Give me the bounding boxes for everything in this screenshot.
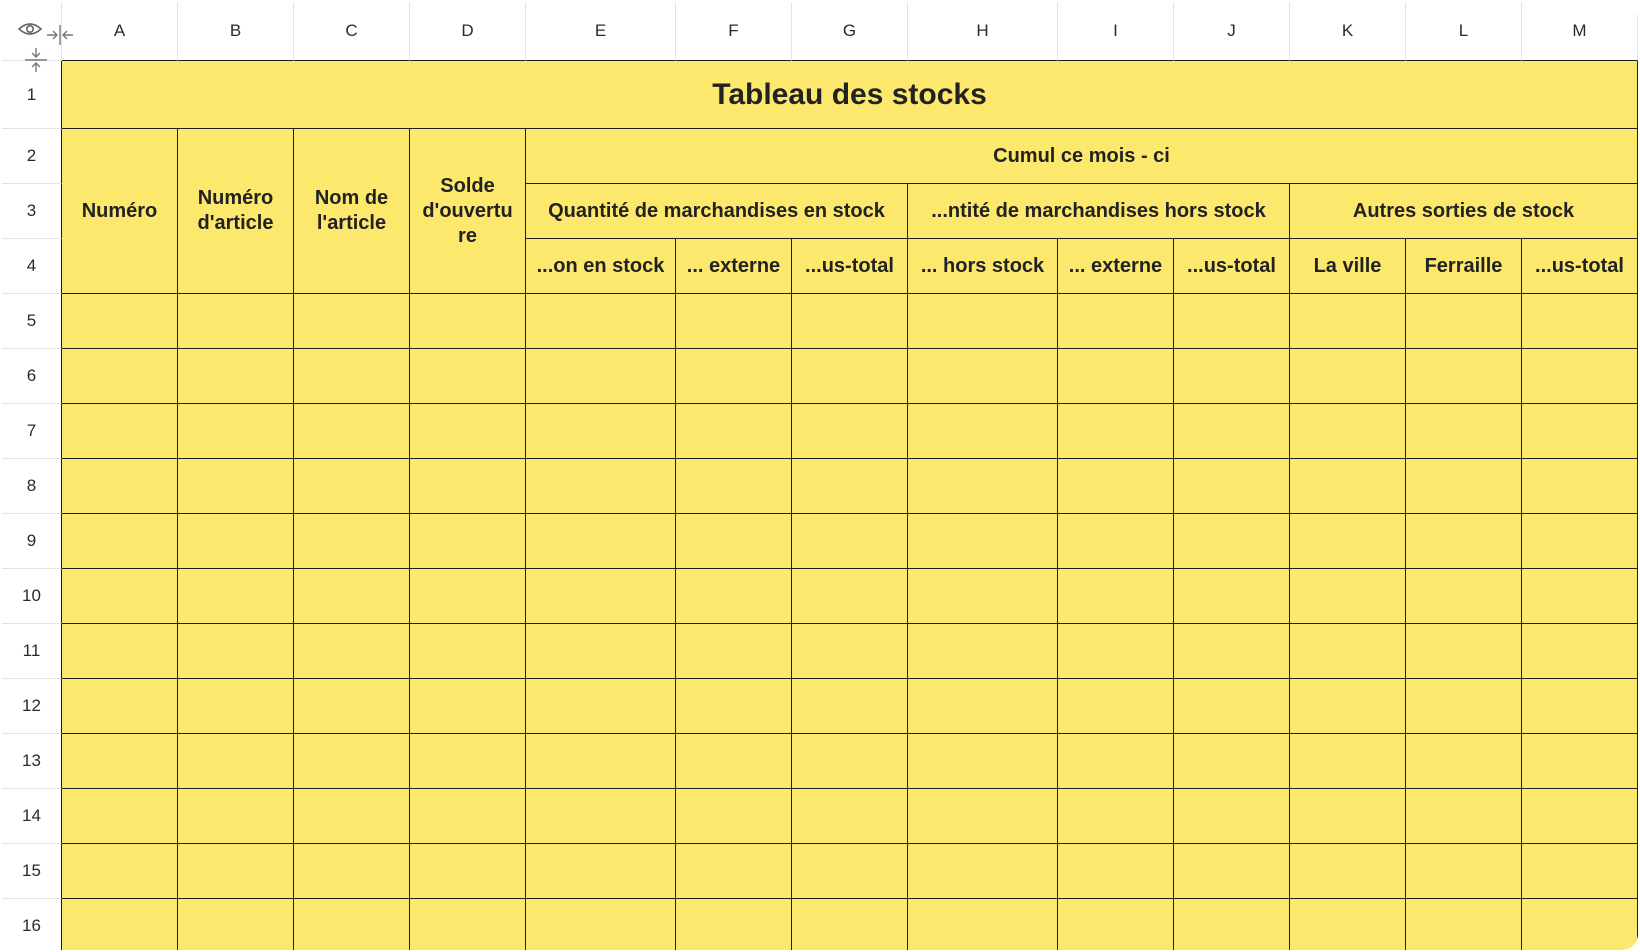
table-cell[interactable]	[676, 459, 792, 514]
row-header-12[interactable]: 12	[2, 679, 62, 734]
row-header-1[interactable]: 1	[2, 61, 62, 129]
column-header-f[interactable]: F	[676, 2, 792, 61]
table-cell[interactable]	[1406, 569, 1522, 624]
table-cell[interactable]	[526, 679, 676, 734]
table-cell[interactable]	[1406, 404, 1522, 459]
table-cell[interactable]	[62, 514, 178, 569]
table-cell[interactable]	[1290, 624, 1406, 679]
table-cell[interactable]	[1174, 349, 1290, 404]
table-cell[interactable]	[908, 679, 1058, 734]
table-cell[interactable]	[178, 899, 294, 950]
table-cell[interactable]	[1174, 844, 1290, 899]
table-cell[interactable]	[1290, 844, 1406, 899]
table-cell[interactable]	[294, 459, 410, 514]
table-cell[interactable]	[792, 569, 908, 624]
table-cell[interactable]	[1290, 459, 1406, 514]
column-header-b[interactable]: B	[178, 2, 294, 61]
header-nom-article[interactable]: Nom de l'article	[294, 129, 410, 294]
table-cell[interactable]	[526, 734, 676, 789]
table-cell[interactable]	[676, 844, 792, 899]
subheader-g[interactable]: ...us-total	[792, 239, 908, 294]
table-cell[interactable]	[676, 569, 792, 624]
table-cell[interactable]	[792, 404, 908, 459]
table-cell[interactable]	[526, 294, 676, 349]
table-cell[interactable]	[1058, 734, 1174, 789]
header-group-en-stock[interactable]: Quantité de marchandises en stock	[526, 184, 908, 239]
subheader-j[interactable]: ...us-total	[1174, 239, 1290, 294]
table-cell[interactable]	[792, 734, 908, 789]
table-cell[interactable]	[908, 514, 1058, 569]
column-header-k[interactable]: K	[1290, 2, 1406, 61]
table-cell[interactable]	[1174, 679, 1290, 734]
table-cell[interactable]	[676, 514, 792, 569]
subheader-e[interactable]: ...on en stock	[526, 239, 676, 294]
table-cell[interactable]	[1522, 624, 1638, 679]
table-cell[interactable]	[792, 899, 908, 950]
table-cell[interactable]	[1174, 899, 1290, 950]
table-cell[interactable]	[410, 844, 526, 899]
table-cell[interactable]	[676, 734, 792, 789]
table-cell[interactable]	[294, 349, 410, 404]
column-header-g[interactable]: G	[792, 2, 908, 61]
table-cell[interactable]	[1406, 514, 1522, 569]
table-cell[interactable]	[908, 624, 1058, 679]
table-cell[interactable]	[1290, 404, 1406, 459]
row-header-16[interactable]: 16	[2, 899, 62, 950]
row-header-3[interactable]: 3	[2, 184, 62, 239]
row-header-5[interactable]: 5	[2, 294, 62, 349]
table-cell[interactable]	[62, 734, 178, 789]
table-cell[interactable]	[178, 789, 294, 844]
table-cell[interactable]	[526, 899, 676, 950]
table-cell[interactable]	[526, 844, 676, 899]
table-cell[interactable]	[410, 404, 526, 459]
table-cell[interactable]	[1290, 679, 1406, 734]
table-cell[interactable]	[1058, 899, 1174, 950]
row-header-9[interactable]: 9	[2, 514, 62, 569]
table-cell[interactable]	[676, 624, 792, 679]
collapse-columns-icon[interactable]	[46, 24, 74, 51]
table-cell[interactable]	[526, 789, 676, 844]
table-cell[interactable]	[1522, 514, 1638, 569]
table-cell[interactable]	[526, 404, 676, 459]
table-cell[interactable]	[1406, 789, 1522, 844]
table-cell[interactable]	[1406, 844, 1522, 899]
table-cell[interactable]	[410, 459, 526, 514]
table-cell[interactable]	[1058, 789, 1174, 844]
spreadsheet-grid	[2, 2, 1638, 950]
table-cell[interactable]	[1522, 459, 1638, 514]
table-cell[interactable]	[410, 899, 526, 950]
table-cell[interactable]	[1290, 899, 1406, 950]
table-cell[interactable]	[294, 404, 410, 459]
table-cell[interactable]	[676, 404, 792, 459]
row-header-8[interactable]: 8	[2, 459, 62, 514]
table-cell[interactable]	[294, 569, 410, 624]
table-cell[interactable]	[1058, 459, 1174, 514]
table-cell[interactable]	[178, 459, 294, 514]
table-cell[interactable]	[1058, 294, 1174, 349]
column-header-l[interactable]: L	[1406, 2, 1522, 61]
table-cell[interactable]	[294, 789, 410, 844]
table-cell[interactable]	[1290, 514, 1406, 569]
subheader-i[interactable]: ... externe	[1058, 239, 1174, 294]
column-header-c[interactable]: C	[294, 2, 410, 61]
table-title[interactable]: Tableau des stocks	[62, 61, 1638, 129]
table-cell[interactable]	[1058, 514, 1174, 569]
table-cell[interactable]	[1058, 404, 1174, 459]
table-cell[interactable]	[526, 569, 676, 624]
table-cell[interactable]	[410, 679, 526, 734]
table-cell[interactable]	[1290, 349, 1406, 404]
subheader-h[interactable]: ... hors stock	[908, 239, 1058, 294]
table-cell[interactable]	[1406, 679, 1522, 734]
table-cell[interactable]	[1406, 459, 1522, 514]
table-cell[interactable]	[1522, 294, 1638, 349]
table-cell[interactable]	[676, 294, 792, 349]
table-cell[interactable]	[1290, 734, 1406, 789]
table-cell[interactable]	[62, 404, 178, 459]
row-header-2[interactable]: 2	[2, 129, 62, 184]
table-cell[interactable]	[908, 734, 1058, 789]
table-cell[interactable]	[676, 789, 792, 844]
table-cell[interactable]	[1290, 294, 1406, 349]
table-cell[interactable]	[178, 844, 294, 899]
table-cell[interactable]	[410, 624, 526, 679]
table-cell[interactable]	[410, 294, 526, 349]
table-cell[interactable]	[178, 404, 294, 459]
table-cell[interactable]	[792, 349, 908, 404]
header-cumul[interactable]: Cumul ce mois - ci	[526, 129, 1638, 184]
table-cell[interactable]	[294, 514, 410, 569]
table-cell[interactable]	[1406, 294, 1522, 349]
table-cell[interactable]	[62, 789, 178, 844]
table-cell[interactable]	[1290, 789, 1406, 844]
table-cell[interactable]	[526, 514, 676, 569]
table-cell[interactable]	[1174, 294, 1290, 349]
table-cell[interactable]	[1522, 899, 1638, 950]
table-cell[interactable]	[526, 349, 676, 404]
table-cell[interactable]	[62, 679, 178, 734]
table-cell[interactable]	[294, 899, 410, 950]
subheader-l[interactable]: Ferraille	[1406, 239, 1522, 294]
table-cell[interactable]	[1174, 514, 1290, 569]
table-cell[interactable]	[1058, 679, 1174, 734]
row-header-11[interactable]: 11	[2, 624, 62, 679]
table-cell[interactable]	[1406, 624, 1522, 679]
spreadsheet-sheet	[2, 2, 1638, 950]
table-cell[interactable]	[294, 844, 410, 899]
table-cell[interactable]	[792, 789, 908, 844]
table-cell[interactable]	[1174, 789, 1290, 844]
row-header-7[interactable]: 7	[2, 404, 62, 459]
table-cell[interactable]	[1174, 734, 1290, 789]
table-cell[interactable]	[62, 569, 178, 624]
table-cell[interactable]	[1522, 404, 1638, 459]
table-cell[interactable]	[1058, 624, 1174, 679]
table-cell[interactable]	[1522, 569, 1638, 624]
column-header-d[interactable]: D	[410, 2, 526, 61]
table-cell[interactable]	[62, 349, 178, 404]
table-cell[interactable]	[908, 404, 1058, 459]
column-header-a[interactable]: A	[62, 2, 178, 61]
row-header-6[interactable]: 6	[2, 349, 62, 404]
table-cell[interactable]	[1058, 569, 1174, 624]
table-cell[interactable]	[294, 734, 410, 789]
table-cell[interactable]	[410, 734, 526, 789]
table-cell[interactable]	[294, 679, 410, 734]
table-cell[interactable]	[62, 459, 178, 514]
table-cell[interactable]	[410, 514, 526, 569]
table-cell[interactable]	[410, 789, 526, 844]
table-cell[interactable]	[410, 569, 526, 624]
table-cell[interactable]	[178, 624, 294, 679]
table-cell[interactable]	[792, 844, 908, 899]
table-cell[interactable]	[792, 679, 908, 734]
table-cell[interactable]	[792, 294, 908, 349]
table-cell[interactable]	[294, 624, 410, 679]
table-cell[interactable]	[1174, 569, 1290, 624]
table-cell[interactable]	[62, 899, 178, 950]
header-numero[interactable]: Numéro	[62, 129, 178, 294]
table-cell[interactable]	[1174, 624, 1290, 679]
table-cell[interactable]	[908, 899, 1058, 950]
table-cell[interactable]	[1174, 404, 1290, 459]
row-header-10[interactable]: 10	[2, 569, 62, 624]
table-cell[interactable]	[908, 294, 1058, 349]
table-cell[interactable]	[178, 349, 294, 404]
row-header-13[interactable]: 13	[2, 734, 62, 789]
table-cell[interactable]	[1522, 349, 1638, 404]
subheader-k[interactable]: La ville	[1290, 239, 1406, 294]
table-cell[interactable]	[908, 569, 1058, 624]
table-cell[interactable]	[294, 294, 410, 349]
table-cell[interactable]	[178, 734, 294, 789]
column-header-e[interactable]: E	[526, 2, 676, 61]
table-cell[interactable]	[908, 844, 1058, 899]
row-header-4[interactable]: 4	[2, 239, 62, 294]
table-cell[interactable]	[1058, 844, 1174, 899]
table-cell[interactable]	[908, 349, 1058, 404]
column-header-i[interactable]: I	[1058, 2, 1174, 61]
column-header-h[interactable]: H	[908, 2, 1058, 61]
table-cell[interactable]	[792, 514, 908, 569]
table-cell[interactable]	[1406, 349, 1522, 404]
table-cell[interactable]	[1058, 349, 1174, 404]
header-numero-article[interactable]: Numéro d'article	[178, 129, 294, 294]
table-cell[interactable]	[178, 294, 294, 349]
table-cell[interactable]	[178, 514, 294, 569]
table-cell[interactable]	[526, 459, 676, 514]
table-cell[interactable]	[178, 569, 294, 624]
row-header-14[interactable]: 14	[2, 789, 62, 844]
table-cell[interactable]	[908, 789, 1058, 844]
table-cell[interactable]	[792, 624, 908, 679]
table-cell[interactable]	[1522, 844, 1638, 899]
table-cell[interactable]	[1522, 789, 1638, 844]
eye-icon[interactable]	[18, 21, 42, 42]
table-cell[interactable]	[676, 679, 792, 734]
table-cell[interactable]	[1522, 679, 1638, 734]
table-cell[interactable]	[62, 844, 178, 899]
table-cell[interactable]	[410, 349, 526, 404]
table-cell[interactable]	[62, 624, 178, 679]
grid-corner	[2, 2, 62, 61]
table-cell[interactable]	[792, 459, 908, 514]
column-header-m[interactable]: M	[1522, 2, 1638, 61]
table-cell[interactable]	[1406, 899, 1522, 950]
table-cell[interactable]	[178, 679, 294, 734]
collapse-rows-icon[interactable]	[24, 47, 48, 78]
row-header-15[interactable]: 15	[2, 844, 62, 899]
subheader-m[interactable]: ...us-total	[1522, 239, 1638, 294]
table-cell[interactable]	[62, 294, 178, 349]
table-cell[interactable]	[1174, 459, 1290, 514]
table-cell[interactable]	[1522, 734, 1638, 789]
header-group-hors-stock[interactable]: ...ntité de marchandises hors stock	[908, 184, 1290, 239]
header-solde-ouverture[interactable]: Solde d'ouvertu re	[410, 129, 526, 294]
table-cell[interactable]	[676, 899, 792, 950]
table-cell[interactable]	[676, 349, 792, 404]
subheader-f[interactable]: ... externe	[676, 239, 792, 294]
table-cell[interactable]	[1290, 569, 1406, 624]
table-cell[interactable]	[526, 624, 676, 679]
header-group-autres-sorties[interactable]: Autres sorties de stock	[1290, 184, 1638, 239]
column-header-j[interactable]: J	[1174, 2, 1290, 61]
table-cell[interactable]	[908, 459, 1058, 514]
table-cell[interactable]	[1406, 734, 1522, 789]
